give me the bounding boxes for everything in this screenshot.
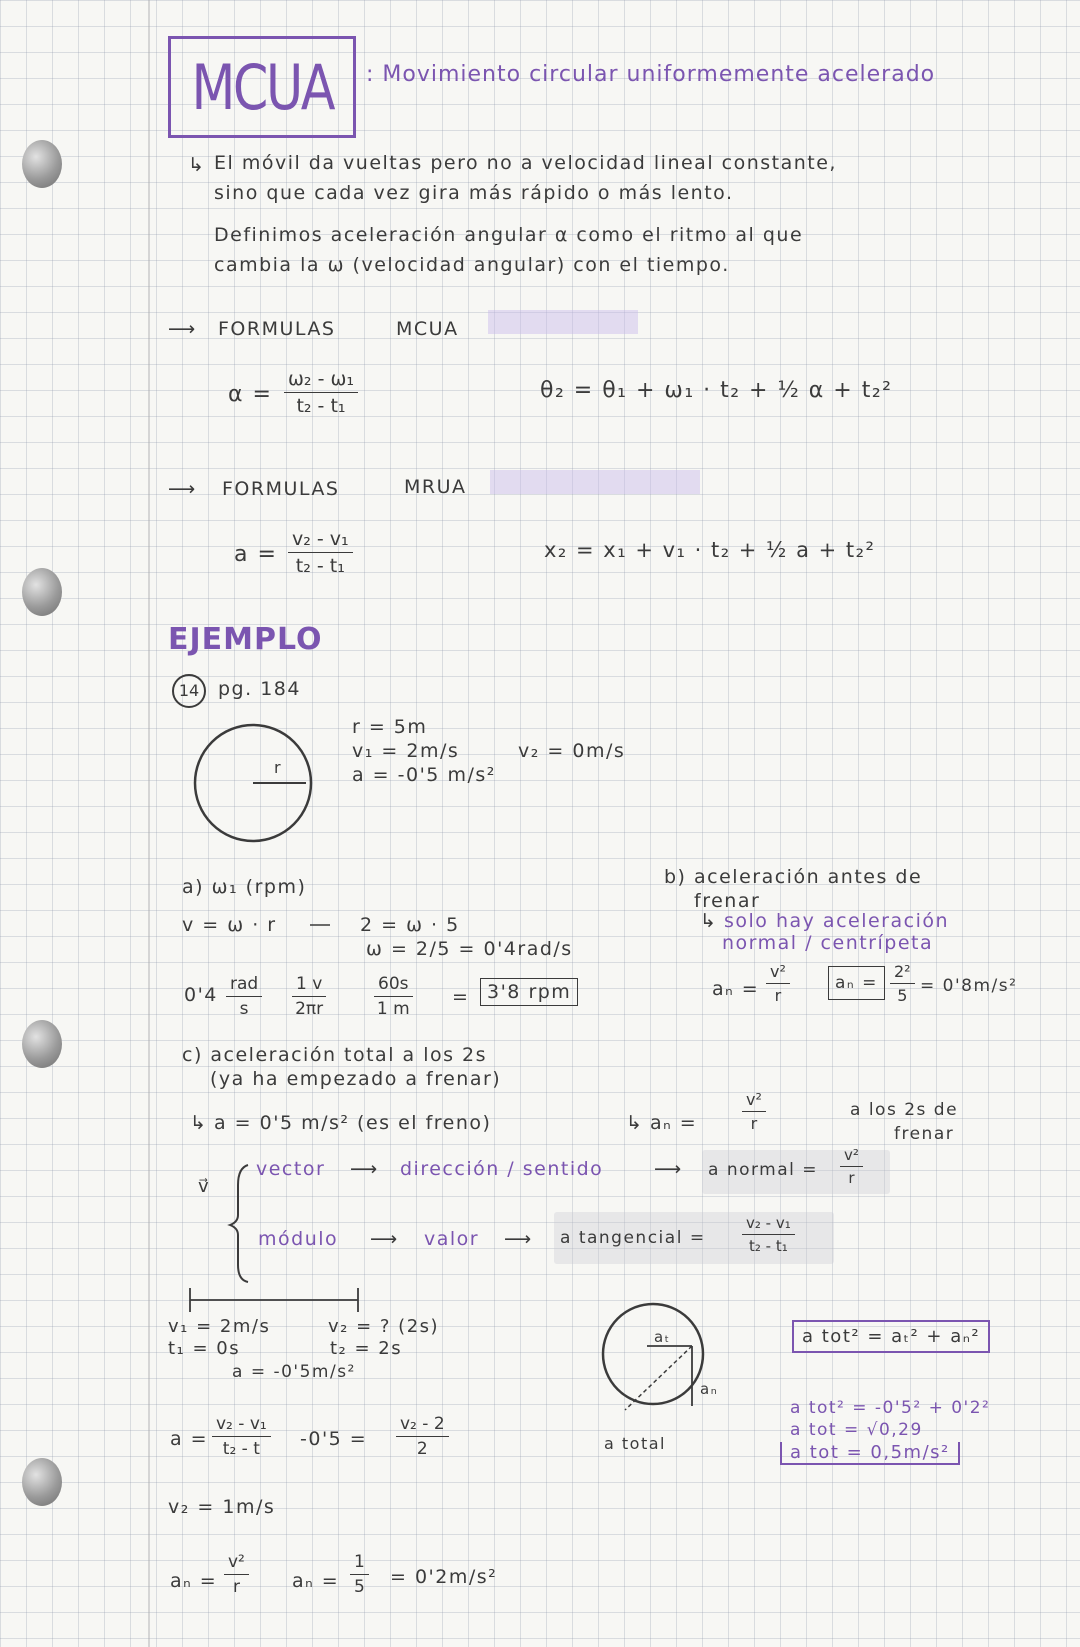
calc-a-fraction: $\frac{\text{v₂ - v₁}}{\text{t₂ - t}}$ bbox=[212, 1414, 271, 1459]
conversion-fraction-2: $\frac{1 v}{2\pi r}$ bbox=[292, 974, 326, 1019]
calc-v2-result: v₂ = 1m/s bbox=[168, 1496, 276, 1518]
label-an: aₙ bbox=[700, 1380, 719, 1398]
arrow-icon: ⟶ bbox=[350, 1158, 379, 1180]
alpha-lhs: α = bbox=[228, 382, 273, 407]
part-c-an-note-1: a los 2s de bbox=[850, 1100, 959, 1120]
a-numerator: v₂ - v₁ bbox=[288, 528, 353, 553]
formulas-mcua-heading: FORMULAS bbox=[218, 318, 336, 340]
part-a-eq2: 2 = ω · 5 bbox=[360, 914, 460, 936]
a-normal-fraction: $\frac{\text{v²}}{r}$ bbox=[840, 1146, 863, 1187]
a-tangential-fraction: $\frac{\text{v₂ - v₁}}{\text{t₂ - t₁}}$ bbox=[742, 1214, 795, 1255]
intro-line-3: Definimos aceleración angular α como el ritmo al que bbox=[214, 224, 804, 246]
part-a-eq3: ω = 2/5 = 0'4rad/s bbox=[366, 938, 573, 960]
conversion-fraction-3: $\frac{60s}{1 m}$ bbox=[374, 974, 413, 1019]
part-a-heading: a) ω₁ (rpm) bbox=[182, 876, 307, 898]
page-subtitle: : Movimiento circular uniformemente acelerado bbox=[366, 62, 936, 87]
value-label: valor bbox=[424, 1228, 480, 1250]
part-c-brake: a = 0'5 m/s² (es el freno) bbox=[214, 1112, 492, 1134]
theta-equation: θ₂ = θ₁ + ω₁ · t₂ + ½ α + t₂² bbox=[540, 378, 893, 403]
alpha-numerator: ω₂ - ω₁ bbox=[284, 368, 358, 393]
arrow-icon: ⟶ bbox=[168, 318, 197, 340]
formulas-mrua-tag: MRUA bbox=[404, 476, 467, 498]
timeline-v2: v₂ = ? (2s) bbox=[328, 1316, 440, 1337]
calc-mid: -0'5 = bbox=[300, 1428, 368, 1450]
radius-label: r bbox=[274, 758, 283, 777]
example-heading: EJEMPLO bbox=[168, 622, 323, 657]
part-c-an-note-2: frenar bbox=[894, 1124, 955, 1144]
timeline-t2: t₂ = 2s bbox=[330, 1338, 403, 1359]
calc-an2-result: = 0'2m/s² bbox=[390, 1566, 498, 1588]
intro-line-2: sino que cada vez gira más rápido o más lento. bbox=[214, 182, 734, 204]
conversion-fraction-1: rad s bbox=[226, 974, 262, 1019]
part-a-result: 3'8 rpm bbox=[480, 978, 578, 1006]
timeline-a: a = -0'5m/s² bbox=[232, 1362, 356, 1382]
arrow-icon: ⟶ bbox=[654, 1158, 683, 1180]
conversion-lhs: 0'4 bbox=[184, 984, 218, 1006]
arrow-icon: ⟶ bbox=[370, 1228, 399, 1250]
intro-line-4: cambia la ω (velocidad angular) con el tiempo. bbox=[214, 254, 730, 276]
part-c-heading-2: (ya ha empezado a frenar) bbox=[210, 1068, 502, 1090]
given-r: r = 5m bbox=[352, 716, 428, 738]
timeline-v1: v₁ = 2m/s bbox=[168, 1316, 271, 1337]
exercise-number: 14 bbox=[172, 674, 206, 708]
given-a: a = -0'5 m/s² bbox=[352, 764, 496, 786]
calc-a-lhs: a = bbox=[170, 1428, 209, 1450]
arrow-icon: ⟶ bbox=[168, 478, 197, 500]
vector-symbol: v⃗ bbox=[198, 1176, 211, 1197]
a-normal-label: a normal = bbox=[708, 1160, 819, 1180]
part-a-eq1: v = ω · r bbox=[182, 914, 277, 936]
part-c-an-fraction: $\frac{\text{v²}}{r}$ bbox=[742, 1090, 766, 1133]
a-lhs: a = bbox=[234, 542, 278, 567]
calc-an-fraction: $\frac{\text{v²}}{r}$ bbox=[224, 1552, 249, 1597]
arrow-icon: ↳ bbox=[626, 1112, 644, 1134]
part-b-heading-2: frenar bbox=[694, 890, 761, 912]
label-a-total: a total bbox=[604, 1434, 666, 1453]
x-equation: x₂ = x₁ + v₁ · t₂ + ½ a + t₂² bbox=[544, 538, 876, 562]
arrow-icon: ↳ bbox=[188, 154, 206, 176]
arrow-icon: ↳ bbox=[700, 910, 718, 932]
part-b-result-box: aₙ = bbox=[828, 966, 885, 1000]
part-b-result: = 0'8m/s² bbox=[920, 976, 1018, 996]
vector-label: vector bbox=[256, 1158, 326, 1180]
given-v1: v₁ = 2m/s bbox=[352, 740, 460, 762]
total-result: a tot = 0,5m/s² bbox=[780, 1442, 960, 1465]
part-b-an-lhs: aₙ = bbox=[712, 978, 760, 1000]
part-c-heading: c) aceleración total a los 2s bbox=[182, 1044, 488, 1066]
formulas-mcua-tag: MCUA bbox=[396, 318, 459, 340]
given-v2: v₂ = 0m/s bbox=[518, 740, 626, 762]
direction-label: dirección / sentido bbox=[400, 1158, 604, 1180]
page-reference: pg. 184 bbox=[218, 678, 301, 700]
part-b-note-2: normal / centrípeta bbox=[722, 932, 934, 954]
brace bbox=[230, 1165, 248, 1282]
total-formula: a tot² = aₜ² + aₙ² bbox=[792, 1320, 990, 1353]
calc-rhs-fraction: $\frac{\text{v₂ - 2}}{2}$ bbox=[396, 1414, 449, 1459]
total-arrow bbox=[625, 1346, 692, 1410]
calc-an-lhs: aₙ = bbox=[170, 1570, 218, 1592]
calc-an2-lhs: aₙ = bbox=[292, 1570, 340, 1592]
label-at: aₜ bbox=[654, 1328, 671, 1346]
part-b-result-fraction: $\frac{\text{2²}}{5}$ bbox=[890, 962, 915, 1005]
formulas-mrua-heading: FORMULAS bbox=[222, 478, 340, 500]
calc-an2-fraction: $\frac{1}{5}$ bbox=[350, 1552, 369, 1597]
arrow-icon: ⟶ bbox=[504, 1228, 533, 1250]
total-step-2: a tot = √0,29 bbox=[790, 1420, 923, 1440]
part-b-heading: b) aceleración antes de bbox=[664, 866, 923, 888]
part-c-an-lhs: aₙ = bbox=[650, 1112, 698, 1134]
timeline-t1: t₁ = 0s bbox=[168, 1338, 241, 1359]
acceleration-circle bbox=[603, 1304, 703, 1404]
total-step-1: a tot² = -0'5² + 0'2² bbox=[790, 1398, 991, 1418]
arrow-icon: ↳ bbox=[190, 1112, 208, 1134]
a-tangential-label: a tangencial = bbox=[560, 1228, 706, 1248]
part-b-note-1: solo hay aceleración bbox=[724, 910, 950, 932]
equals-sign: = bbox=[452, 986, 470, 1008]
modulo-label: módulo bbox=[258, 1228, 339, 1250]
alpha-denominator: t₂ - t₁ bbox=[296, 395, 346, 417]
intro-line-1: El móvil da vueltas pero no a velocidad lineal constante, bbox=[214, 152, 837, 174]
page-title: MCUA bbox=[191, 50, 333, 124]
a-denominator: t₂ - t₁ bbox=[295, 555, 345, 577]
part-b-an-fraction: $\frac{\text{v²}}{r}$ bbox=[766, 962, 790, 1005]
